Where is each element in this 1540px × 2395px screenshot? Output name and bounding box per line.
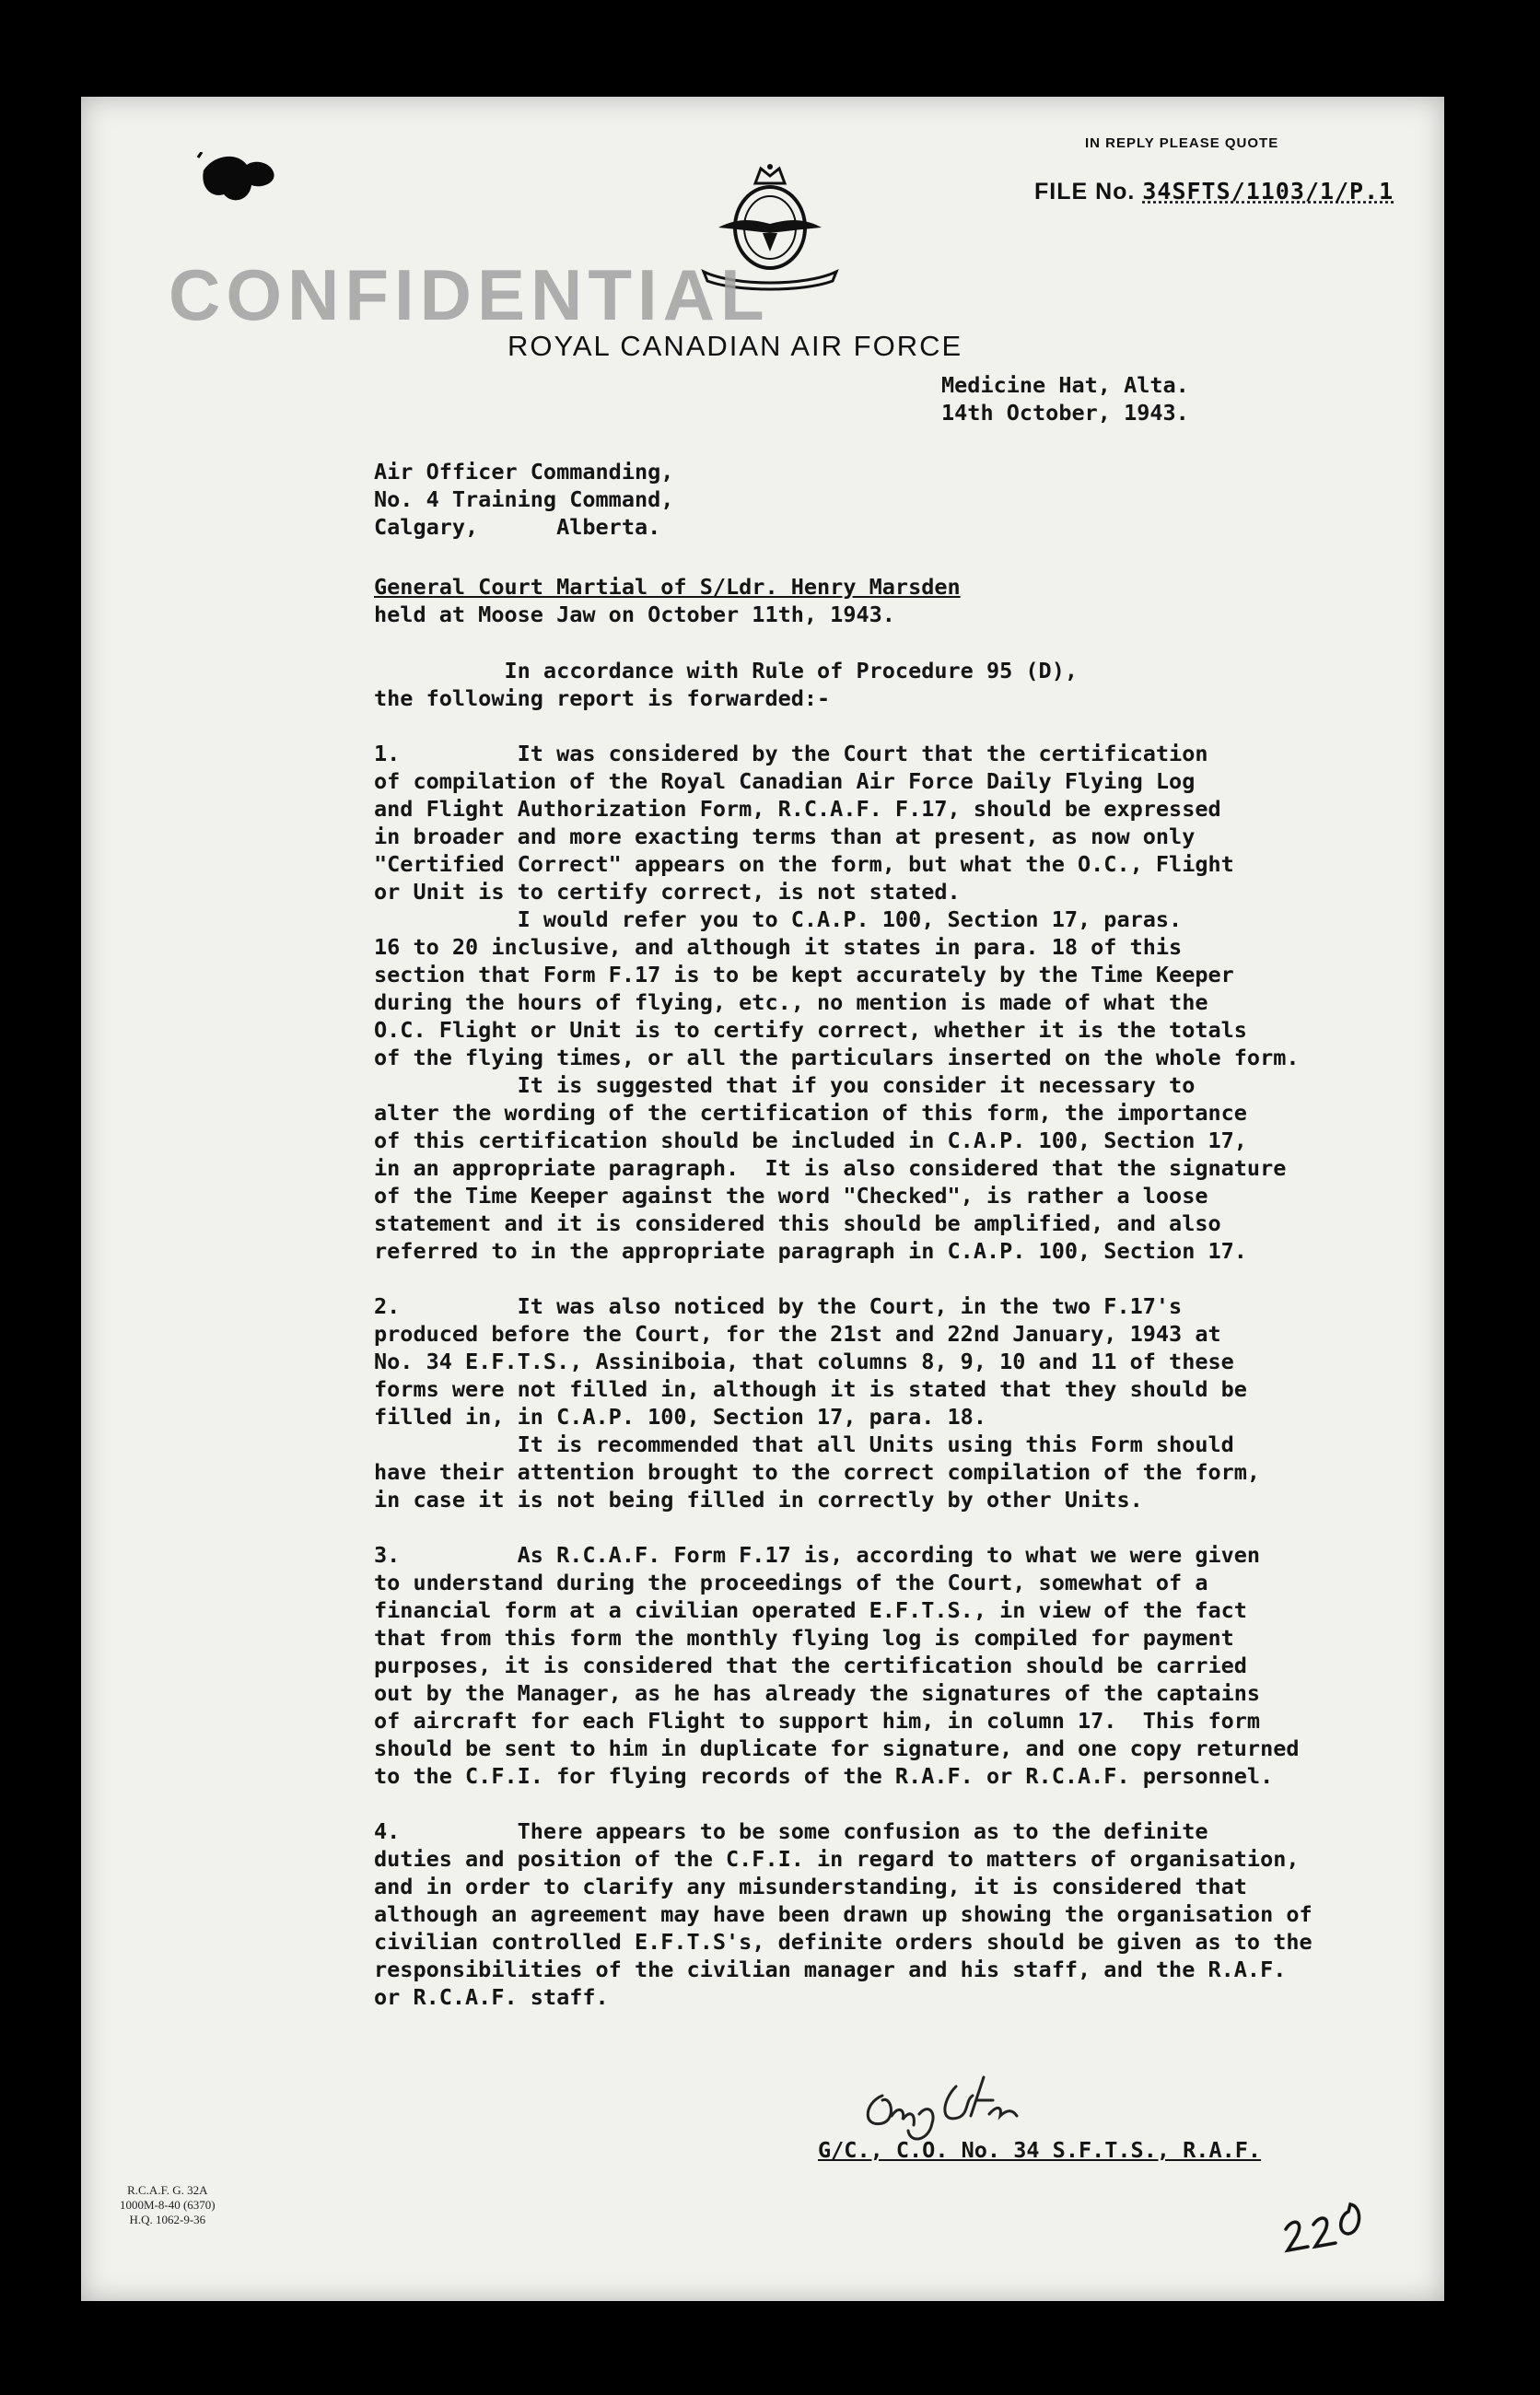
form-reference-line-1: R.C.A.F. G. 32A (127, 2183, 208, 2197)
intro-line-2: the following report is forwarded:- (374, 685, 831, 711)
body-line: in broader and more exacting terms than at present, as now only (374, 824, 1196, 849)
form-reference (120, 2183, 216, 2227)
letter-page (81, 97, 1444, 2301)
file-number-value: 34SFTS/1103/1/P.1 (1142, 178, 1394, 204)
body-line: 2. It was also noticed by the Court, in the two F.17's (374, 1293, 1183, 1319)
addressee-line-1: Air Officer Commanding, (374, 459, 674, 485)
body-line: of aircraft for each Flight to support him, in column 17. This form (374, 1708, 1261, 1734)
body-line: 1. It was considered by the Court that the certification (374, 741, 1208, 766)
signature-block: G/C., C.O. No. 34 S.F.T.S., R.A.F. (818, 2137, 1262, 2163)
subject-line-1: General Court Martial of S/Ldr. Henry Marsden (374, 574, 961, 600)
body-line: It is suggested that if you consider it necessary to (374, 1072, 1196, 1098)
body-line: forms were not filled in, although it is stated that they should be (374, 1376, 1247, 1402)
confidential-stamp: CONFIDENTIAL (169, 254, 770, 335)
body-line: in an appropriate paragraph. It is also considered that the signature (374, 1155, 1287, 1181)
body-line: O.C. Flight or Unit is to certify correct, whether it is the totals (374, 1017, 1247, 1043)
body-line: referred to in the appropriate paragraph in C.A.P. 100, Section 17. (374, 1238, 1247, 1264)
form-reference-line-3: H.Q. 1062-9-36 (129, 2213, 206, 2226)
body-line: It is recommended that all Units using this Form should (374, 1431, 1234, 1457)
body-line: and in order to clarify any misunderstanding, it is considered that (374, 1874, 1247, 1899)
body-line: financial form at a civilian operated E.F.T.S., in view of the fact (374, 1597, 1247, 1623)
body-line: or Unit is to certify correct, is not stated. (374, 879, 961, 905)
body-line: during the hours of flying, etc., no mention is made of what the (374, 989, 1208, 1015)
file-number (1034, 178, 1394, 205)
body-line: 16 to 20 inclusive, and although it states in para. 18 of this (374, 934, 1183, 960)
body-line: statement and it is considered this should be amplified, and also (374, 1210, 1221, 1236)
body-line: or R.C.A.F. staff. (374, 1984, 609, 2010)
body-line: of the Time Keeper against the word "Checked", is rather a loose (374, 1183, 1208, 1209)
body-line: alter the wording of the certification of this form, the importance (374, 1100, 1247, 1126)
body-line: that from this form the monthly flying log is compiled for payment (374, 1625, 1234, 1651)
organization-title: ROYAL CANADIAN AIR FORCE (508, 330, 963, 362)
body-line: out by the Manager, as he has already the signatures of the captains (374, 1680, 1261, 1706)
body-line: duties and position of the C.F.I. in regard to matters of organisation, (374, 1846, 1300, 1872)
body-line: No. 34 E.F.T.S., Assiniboia, that columns 8, 9, 10 and 11 of these (374, 1349, 1234, 1374)
place-line: Medicine Hat, Alta. (941, 372, 1189, 398)
body-line: 4. There appears to be some confusion as to the definite (374, 1818, 1208, 1844)
body-line: 3. As R.C.A.F. Form F.17 is, according to what we were given (374, 1542, 1261, 1568)
addressee-line-2: No. 4 Training Command, (374, 486, 674, 512)
handwritten-page-number (1277, 2179, 1378, 2261)
body-line: to the C.F.I. for flying records of the R.A.F. or R.C.A.F. personnel. (374, 1763, 1274, 1789)
body-line: produced before the Court, for the 21st and 22nd January, 1943 at (374, 1321, 1221, 1347)
body-line: I would refer you to C.A.P. 100, Section 17, paras. (374, 906, 1183, 932)
subject-line-2: held at Moose Jaw on October 11th, 1943. (374, 602, 895, 627)
body-line: of compilation of the Royal Canadian Air Force Daily Flying Log (374, 768, 1196, 794)
file-number-label: FILE No. (1034, 179, 1136, 204)
body-line: have their attention brought to the correct compilation of the form, (374, 1459, 1261, 1485)
body-line: of the flying times, or all the particulars inserted on the whole form. (374, 1045, 1300, 1070)
ink-blot-mark (196, 152, 279, 207)
body-line: to understand during the proceedings of the Court, somewhat of a (374, 1570, 1208, 1595)
addressee-line-3: Calgary, Alberta. (374, 514, 661, 540)
date-line: 14th October, 1943. (941, 400, 1189, 426)
body-line: and Flight Authorization Form, R.C.A.F. F.17, should be expressed (374, 796, 1221, 822)
body-line: "Certified Correct" appears on the form, but what the O.C., Flight (374, 851, 1234, 877)
body-line: purposes, it is considered that the certification should be carried (374, 1653, 1247, 1678)
body-line: although an agreement may have been drawn up showing the organisation of (374, 1901, 1312, 1927)
body-line: filled in, in C.A.P. 100, Section 17, para. 18. (374, 1404, 986, 1430)
body-line: responsibilities of the civilian manager and his staff, and the R.A.F. (374, 1957, 1287, 1982)
body-line: civilian controlled E.F.T.S's, definite orders should be given as to the (374, 1929, 1312, 1955)
body-line: section that Form F.17 is to be kept accurately by the Time Keeper (374, 962, 1234, 987)
body-line: of this certification should be included in C.A.P. 100, Section 17, (374, 1127, 1247, 1153)
body-line: in case it is not being filled in correctly by other Units. (374, 1487, 1143, 1513)
form-reference-line-2: 1000M-8-40 (6370) (120, 2198, 216, 2212)
intro-line-1: In accordance with Rule of Procedure 95 (D), (374, 658, 1079, 683)
body-line: should be sent to him in duplicate for signature, and one copy returned (374, 1735, 1300, 1761)
reply-note: IN REPLY PLEASE QUOTE (1085, 135, 1279, 151)
